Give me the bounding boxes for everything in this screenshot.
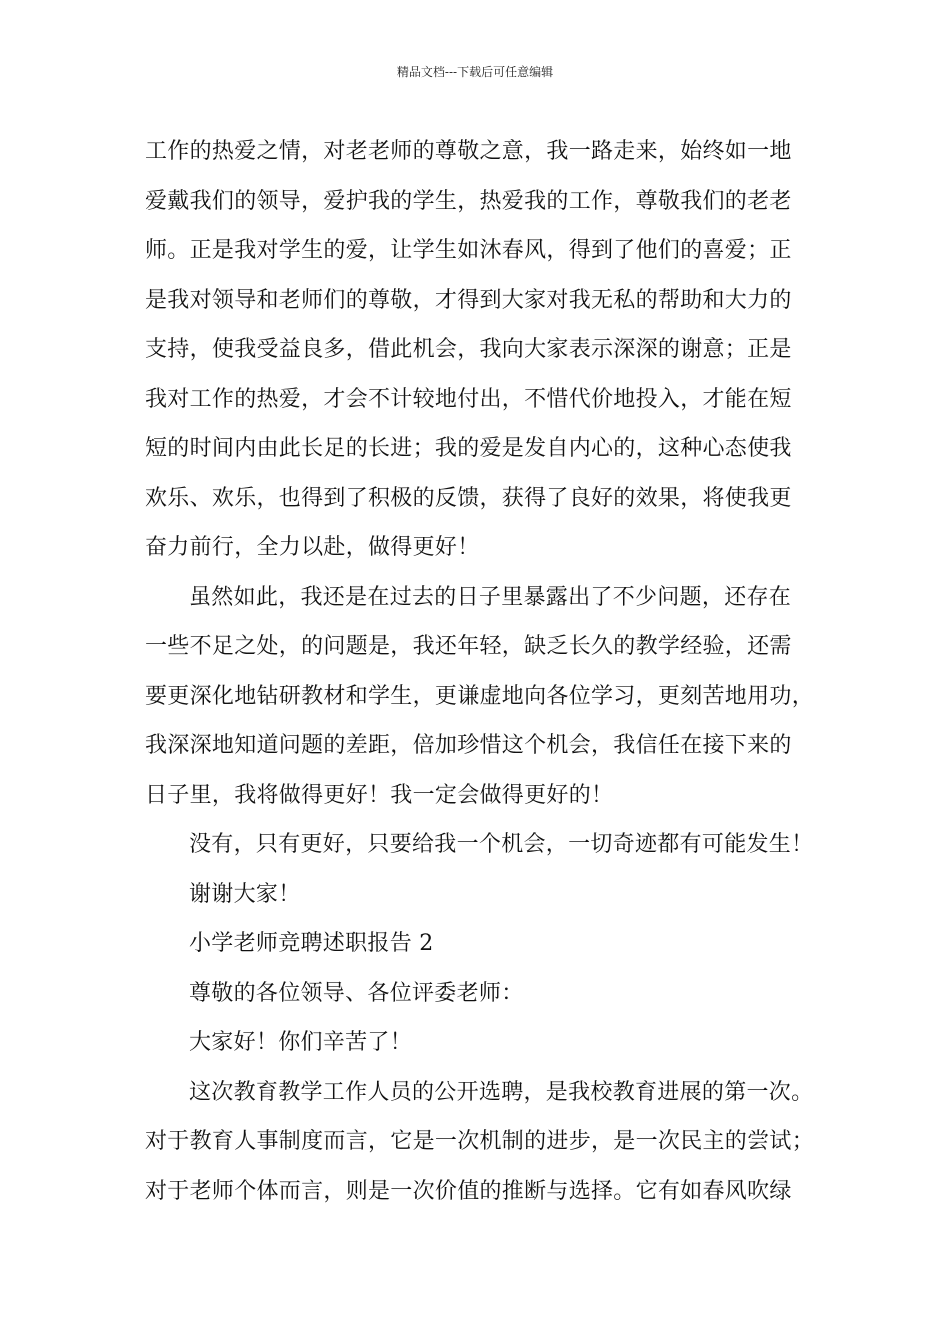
text-line: 工作的热爱之情，对老老师的尊敬之意，我一路走来，始终如一地 xyxy=(145,139,792,164)
text-line: 我深深地知道问题的差距，倍加珍惜这个机会，我信任在接下来的 xyxy=(145,733,792,758)
text-line: 我对工作的热爱，才会不计较地付出，不惜代价地投入，才能在短 xyxy=(145,386,792,412)
text-line: 支持，使我受益良多，借此机会，我向大家表示深深的谢意；正是 xyxy=(145,337,792,362)
text-line: 谢谢大家！ xyxy=(189,881,301,907)
section-heading: 小学老师竞聘述职报告 2 xyxy=(189,931,434,956)
text-line: 这次教育教学工作人员的公开选聘，是我校教育进展的第一次。 xyxy=(189,1079,814,1105)
text-line: 是我对领导和老师们的尊敬，才得到大家对我无私的帮助和大力的 xyxy=(145,287,792,313)
greeting: 大家好！你们辛苦了！ xyxy=(189,1030,413,1055)
text-line: 短的时间内由此长足的长进；我的爱是发自内心的，这种心态使我 xyxy=(145,436,792,461)
text-line: 对于教育人事制度而言，它是一次机制的进步，是一次民主的尝试； xyxy=(145,1129,815,1154)
text-line: 师。正是我对学生的爱，让学生如沐春风，得到了他们的喜爱；正 xyxy=(145,238,792,263)
text-line: 要更深化地钻研教材和学生，更谦虚地向各位学习，更刻苦地用功， xyxy=(145,683,815,709)
text-line: 一些不足之处，的问题是，我还年轻，缺乏长久的教学经验，还需 xyxy=(145,634,792,659)
text-line: 爱戴我们的领导，爱护我的学生，热爱我的工作，尊敬我们的老老 xyxy=(145,188,792,214)
text-line: 对于老师个体而言，则是一次价值的推断与选择。它有如春风吹绿 xyxy=(145,1178,792,1204)
text-line: 没有，只有更好，只要给我一个机会，一切奇迹都有可能发生！ xyxy=(189,832,814,857)
document-body xyxy=(145,127,817,1216)
text-line: 奋力前行，全力以赴，做得更好！ xyxy=(145,535,480,560)
salutation: 尊敬的各位领导、各位评委老师： xyxy=(189,980,524,1006)
text-line: 虽然如此，我还是在过去的日子里暴露出了不少问题，还存在 xyxy=(189,584,792,610)
text-line: 日子里，我将做得更好！我一定会做得更好的！ xyxy=(145,782,614,808)
page-header: 精品文档---下载后可任意编辑 xyxy=(396,65,554,79)
text-line: 欢乐、欢乐，也得到了积极的反馈，获得了良好的效果，将使我更 xyxy=(145,485,792,511)
